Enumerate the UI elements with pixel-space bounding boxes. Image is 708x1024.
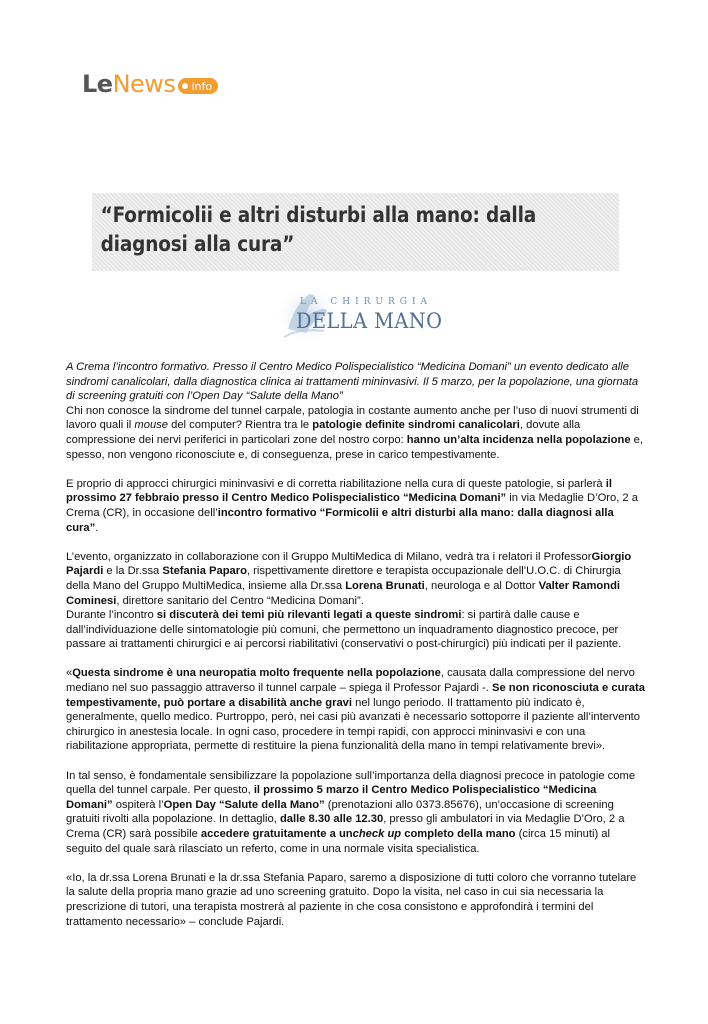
emblem-line2: DELLA MANO [296, 309, 443, 333]
article-title: “Formicolii e altri disturbi alla mano: dalla diagnosi alla cura” [100, 203, 537, 257]
paragraph-4: Durante l’incontro si discuterà dei temi più rilevanti legati a queste sindromi: si partirà dalle cause e dall’individuazione delle sintomatologie più comuni, che permettono un inquadramento diagnostico precoce, per passare ai trattamenti chirurgici e ai percorsi riabilitativi (conservativi o post-chirurgici) più indicati per il paziente. [66, 609, 622, 651]
paragraph-3: L’evento, organizzato in collaborazione con il Gruppo MultiMedica di Milano, vedrà tra i relatori il ProfessorGiorgio Pajardi e la Dr.ssa Stefania Paparo, rispettivamente direttore e terapista occupazionale dell’U.O.C. di Chirurgia della Mano del Gruppo MultiMedica, insieme alla Dr.ssa Lorena Brunati, neurologa e al Dottor Valter Ramondi Cominesi, direttore sanitario del Centro “Medicina Domani”. [66, 550, 632, 607]
paragraph-5: «Questa sindrome è una neuropatia molto frequente nella popolazione, causata dalla compressione del nervo mediano nel suo passaggio attraverso il tunnel carpale – spiega il Professor Pajardi -. Se non riconosciuta e curata tempestivamente, può portare a disabilità anche gravi nel lungo periodo. Il trattamento più indicato è, generalmente, quello medico. Purtroppo, però, nei casi più avanzati è necessario sottoporre il paziente all’intervento chirurgico in anestesia locale. In ogni caso, procedere in tempi rapidi, con approcci mininvasivi e con una riabilitazione appropriata, permette di restituire la piena funzionalità della mano in tempi relativamente brevi». [66, 667, 645, 753]
site-logo[interactable] [82, 68, 218, 100]
logo-news: News [112, 70, 176, 98]
paragraph-7: «Io, la dr.ssa Lorena Brunati e la dr.ssa Stefania Paparo, saremo a disposizione di tutti coloro che vorranno tutelare la salute della propria mano grazie ad uno screening gratuito. Dopo la visita, nel caso in cui sia necessaria la prescrizione di tutori, una terapista mostrerà al paziente in che cosa consistono e approfondirà i termini del trattamento necessario» – conclude Pajardi. [66, 871, 637, 928]
chirurgia-della-mano-logo [274, 285, 443, 351]
logo-badge [178, 78, 218, 94]
logo-le: Le [82, 70, 113, 98]
article-body [66, 360, 646, 929]
paragraph-1: Chi non conosce la sindrome del tunnel carpale, patologia in costante aumento anche per l’uso di nuovi strumenti di lavoro quali il mouse del computer? Rientra tra le patologie definite sindromi canalicolari, dovute alla compressione dei nervi periferici in particolari zone del nostro corpo: hanno un’alta incidenza nella popolazione e, spesso, non vengono riconosciute e, di conseguenza, prese in carico tempestivamente. [66, 404, 643, 461]
paragraph-2: E proprio di approcci chirurgici mininvasivi e di corretta riabilitazione nella cura di queste patologie, si parlerà il prossimo 27 febbraio presso il Centro Medico Polispecialistico “Medicina Domani” in via Medaglie D’Oro, 2 a Crema (CR), in occasione dell’incontro formativo “Formicolii e altri disturbi alla mano: dalla diagnosi alla cura”. [66, 477, 638, 534]
title-banner [92, 193, 619, 271]
emblem-line1: LA CHIRURGIA [300, 297, 433, 307]
paragraph-6: In tal senso, è fondamentale sensibilizzare la popolazione sull’importanza della diagnosi precoce in patologie come quella del tunnel carpale. Per questo, il prossimo 5 marzo il Centro Medico Polispecialistico “Medicina Domani” ospiterà l’Open Day “Salute della Mano” (prenotazioni allo 0373.85676), un’occasione di screening gratuiti rivolti alla popolazione. In dettaglio, dalle 8.30 alle 12.30, presso gli ambulatori in via Medaglie D’Oro, 2 a Crema (CR) sarà possibile accedere gratuitamente a uncheck up completo della mano (circa 15 minuti) al seguito del quale sarà rilasciato un referto, come in una normale visita specialistica. [66, 769, 636, 855]
logo-badge-label: info [191, 79, 213, 93]
article-intro: A Crema l’incontro formativo. Presso il Centro Medico Polispecialistico “Medicina Domani” un evento dedicato alle sindromi canalicolari, dalla diagnostica clinica ai trattamenti mininvasivi. Il 5 marzo, per la popolazione, una giornata di screening gratuiti con l’Open Day “Salute della Mano” [66, 361, 639, 403]
dot-icon [182, 83, 188, 89]
